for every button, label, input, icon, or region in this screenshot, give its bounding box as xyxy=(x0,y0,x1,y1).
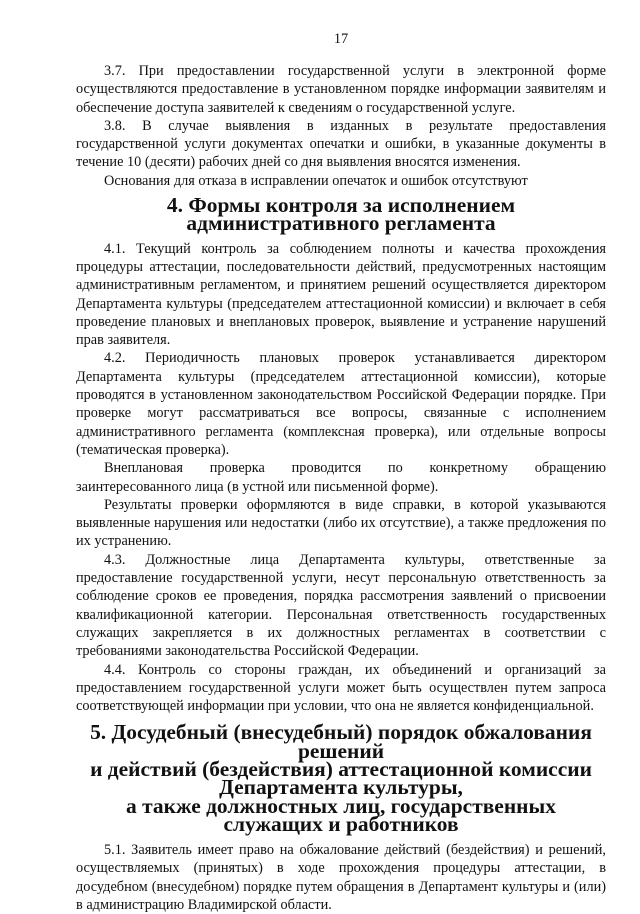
page-content xyxy=(76,62,606,914)
paragraph-check-results: Результаты проверки оформляются в виде справки, в которой указываются выявленные нарушения или недостатки (либо их отсутствие), а также предложения по их устранению. xyxy=(76,496,606,550)
paragraph-5-1: 5.1. Заявитель имеет право на обжалование действий (бездействия) и решений, осуществляемых (принятых) в ходе прохождения процедуры аттестации, в досудебном (внесудебном) порядке путем обращения в Департамент культуры и (или) в администрацию Владимирской области. xyxy=(76,842,606,914)
paragraph-3-7: 3.7. При предоставлении государственной услуги в электронной форме осуществляются предоставление в установленном порядке информации заявителям и обеспечение доступа заявителей к сведениям о государственной услуге. xyxy=(76,63,606,116)
section-5-heading-line-1: 5. Досудебный (внесудебный) порядок обжалования решений xyxy=(90,720,592,763)
paragraph-grounds-refusal: Основания для отказа в исправлении опечаток и ошибок отсутствуют xyxy=(104,172,528,189)
paragraph-4-3: 4.3. Должностные лица Департамента культуры, ответственные за предоставление государственной услуги, несут персональную ответственность за соблюдение сроков ее проведения, порядка рассмотрения заявлений о присвоении квалификационной категории. Персональная ответственность государственных служащих закрепляется в их должностных регламентах в соответствии с требованиями законодательства Российской Федерации. xyxy=(76,551,606,660)
paragraph-4-2: 4.2. Периодичность плановых проверок устанавливается директором Департамента культуры (председателем аттестационной комиссии), которые проводятся в установленном законодательством Российской Федерации порядке. При проверке могут рассматриваться все вопросы, связанные с исполнением административного регламента (комплексная проверка), или отдельные вопросы (тематическая проверка). xyxy=(76,350,606,458)
paragraph-4-1: 4.1. Текущий контроль за соблюдением полноты и качества прохождения процедуры аттестации, последовательности действий, предусмотренных настоящим административным регламентом, и принятием решений осуществляется директором Департамента культуры (председателем аттестационной комиссии) и включает в себя проведение плановых и внеплановых проверок, выявление и устранение нарушений прав заявителя. xyxy=(76,240,606,349)
section-5-heading xyxy=(76,720,606,836)
page-number: 17 xyxy=(333,31,349,47)
section-4-heading: 4. Формы контроля за исполнением административного регламента xyxy=(166,193,516,236)
paragraph-unscheduled-check: Внеплановая проверка проводится по конкретному обращению заинтересованного лица (в устной или письменной форме). xyxy=(76,460,606,495)
section-5-heading-line-3: а также должностных лиц, государственных служащих и работников xyxy=(126,793,556,836)
paragraph-4-4: 4.4. Контроль со стороны граждан, их объединений и организаций за предоставлением государственной услуги может быть осуществлен путем запроса соответствующей информации при условии, что она не является конфиденциальной. xyxy=(76,661,606,715)
document-page xyxy=(76,0,606,914)
paragraph-3-8: 3.8. В случае выявления в изданных в результате предоставления государственной услуги документах опечатки и ошибки, в указанные документы в течение 10 (десяти) рабочих дней со дня выявления вносятся изменения. xyxy=(76,117,606,171)
section-5-heading-line-2: и действий (бездействия) аттестационной комиссии Департамента культуры, xyxy=(90,756,592,800)
